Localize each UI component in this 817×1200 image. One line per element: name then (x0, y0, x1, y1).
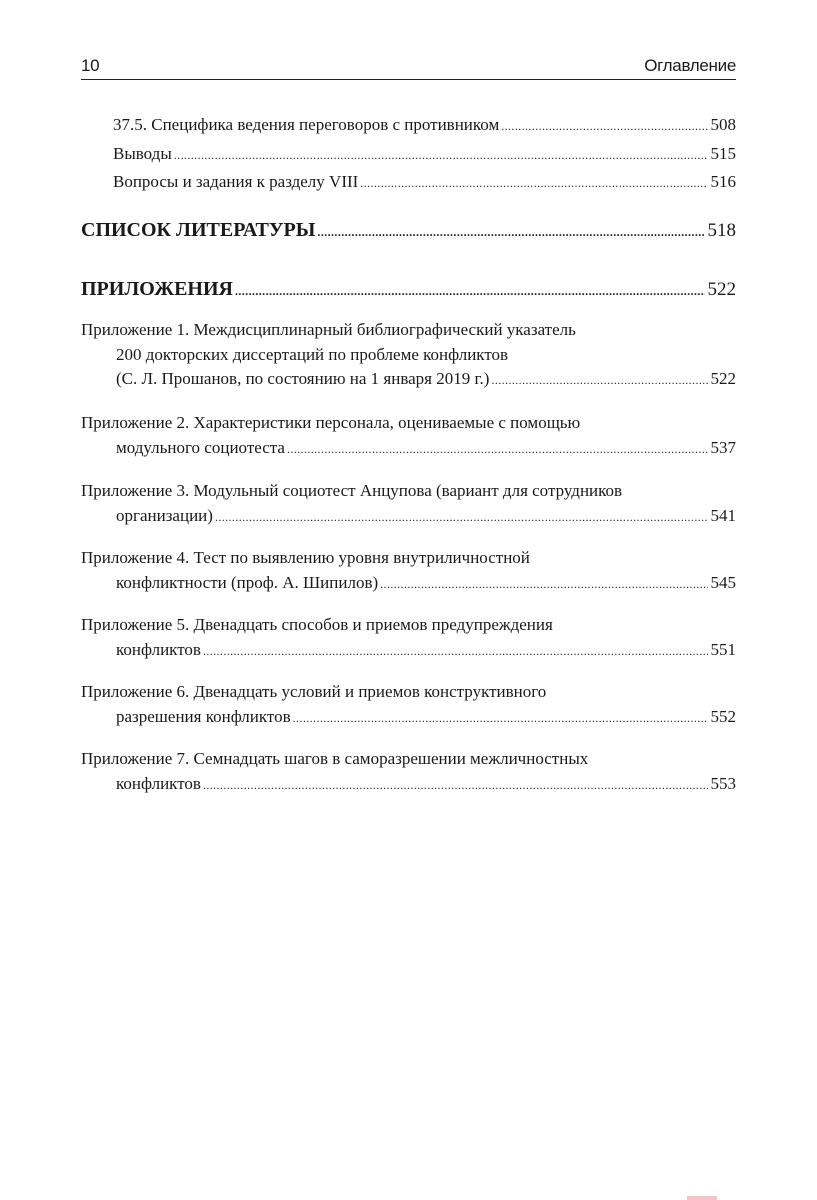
appendix-entry-4[interactable] (81, 546, 736, 596)
toc-entry-page: 541 (710, 505, 736, 525)
appendix-last-line (81, 436, 736, 462)
appendix-entry-5[interactable] (81, 613, 736, 663)
toc-entry[interactable] (81, 113, 736, 139)
toc-entry-page: 537 (710, 437, 736, 457)
appendix-last-line (81, 571, 736, 597)
toc-entry-page: 552 (710, 706, 736, 726)
appendix-title-line: Приложение 4. Тест по выявлению уровня внутриличностной (81, 548, 530, 567)
toc-entry-page: 553 (710, 773, 736, 793)
toc-entry-page: 522 (707, 279, 736, 300)
dot-leader (293, 705, 708, 731)
toc-entry-page: 545 (710, 572, 736, 592)
toc-entry-page: 515 (710, 143, 736, 163)
dot-leader (174, 142, 708, 168)
dot-leader (501, 113, 707, 139)
toc-entry-title: Вопросы и задания к разделу VIII (113, 172, 359, 191)
dot-leader (380, 571, 707, 597)
appendix-title-line: Приложение 6. Двенадцать условий и приемов конструктивного (81, 682, 547, 701)
toc-entry[interactable] (81, 170, 736, 196)
appendix-title-line: Приложение 3. Модульный социотест Анцупова (вариант для сотрудников (81, 481, 623, 500)
appendix-last-line (81, 638, 736, 664)
toc-entry[interactable] (81, 275, 736, 305)
appendix-title-line: организации) (116, 505, 213, 525)
appendix-title-line: разрешения конфликтов (116, 706, 291, 726)
appendix-last-line (81, 772, 736, 798)
dot-leader (203, 638, 708, 664)
dot-leader (287, 436, 708, 462)
dot-leader (215, 504, 708, 530)
appendix-title-line: модульного социотеста (116, 437, 285, 457)
appendix-title-line: Приложение 1. Междисциплинарный библиографический указатель (81, 320, 576, 339)
toc-sub-entries (81, 113, 736, 196)
toc-section-title: ПРИЛОЖЕНИЯ (81, 278, 233, 300)
toc-entry-page: 516 (710, 172, 736, 191)
appendix-title-line: Приложение 2. Характеристики персонала, оцениваемые с помощью (81, 413, 581, 432)
appendix-entry-2[interactable] (81, 411, 736, 461)
appendix-title-line: Приложение 5. Двенадцать способов и приемов предупреждения (81, 615, 553, 634)
toc-section-appendices (81, 275, 736, 305)
appendix-title-line: конфликтности (проф. А. Шипилов) (116, 572, 379, 592)
page-number: 10 (81, 56, 100, 75)
toc-entry[interactable] (81, 216, 736, 246)
appendix-last-line (81, 705, 736, 731)
dot-leader (235, 275, 705, 305)
toc-entry-title: 37.5. Специфика ведения переговоров с противником (113, 115, 500, 134)
appendix-entry-7[interactable] (81, 747, 736, 797)
toc-entry-page: 551 (710, 639, 736, 659)
dot-leader (360, 170, 707, 196)
toc-section-title: СПИСОК ЛИТЕРАТУРЫ (81, 219, 316, 241)
appendix-title-line: (С. Л. Прошанов, по состоянию на 1 января 2019 г.) (116, 369, 490, 388)
toc-entry-page: 508 (710, 115, 736, 134)
toc-entry-page: 518 (707, 220, 736, 241)
running-title: Оглавление (644, 56, 736, 75)
toc-entry[interactable] (81, 142, 736, 168)
appendix-title-line: конфликтов (116, 639, 201, 659)
dot-leader (317, 216, 704, 246)
dot-leader (491, 367, 707, 393)
appendix-last-line (81, 504, 736, 530)
appendix-title-line: конфликтов (116, 773, 201, 793)
running-header (81, 55, 736, 80)
appendix-last-line (81, 367, 736, 393)
appendix-entry-1[interactable] (81, 318, 736, 393)
scan-corner-mark (687, 1196, 717, 1200)
dot-leader (203, 772, 708, 798)
appendix-entry-3[interactable] (81, 479, 736, 529)
toc-section-references (81, 216, 736, 246)
appendix-title-line: Приложение 7. Семнадцать шагов в саморазрешении межличностных (81, 749, 589, 768)
toc-entry-page: 522 (710, 369, 736, 388)
appendix-title-line: 200 докторских диссертаций по проблеме конфликтов (116, 344, 509, 364)
toc-entry-title: Выводы (113, 143, 172, 163)
appendix-entry-6[interactable] (81, 680, 736, 730)
